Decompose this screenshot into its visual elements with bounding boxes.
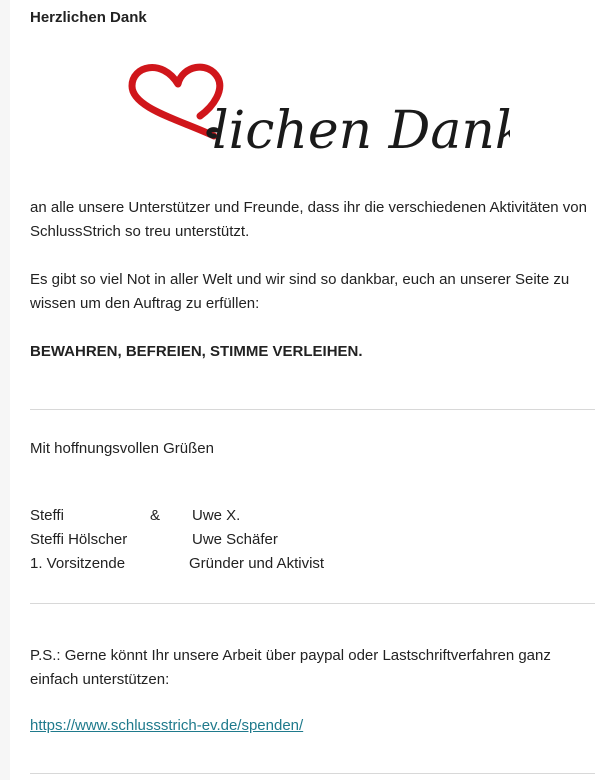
heart-icon [110,58,510,168]
signature-right-role: Gründer und Aktivist [189,555,325,572]
greeting: Mit hoffnungsvollen Grüßen [30,440,214,457]
divider [30,409,595,410]
signature-left-role: 1. Vorsitzende [30,555,126,572]
signature-right-first-name: Uwe X. [192,507,241,524]
signature-left-full-name: Steffi Hölscher [30,531,128,548]
divider [30,603,595,604]
signature-ampersand: & [150,507,161,524]
donation-link[interactable]: https://www.schlussstrich-ev.de/spenden/ [30,717,304,734]
herzlichen-dank-logo [110,58,510,168]
divider [30,773,595,774]
email-heading: Herzlichen Dank [30,9,147,26]
logo-text: lichen Dank [212,101,510,161]
ps-paragraph: P.S.: Gerne könnt Ihr unsere Arbeit über paypal oder Lastschriftverfahren ganz einfach unterstützen: [30,647,551,688]
signature-right-full-name: Uwe Schäfer [192,531,278,548]
need-paragraph: Es gibt so viel Not in aller Welt und wir sind so dankbar, euch an unserer Seite zu wissen um den Auftrag zu erfüllen: [30,271,570,312]
thanks-paragraph: an alle unsere Unterstützer und Freunde, dass ihr die verschiedenen Aktivitäten von SchlussStrich so treu unterstützt. [30,199,587,240]
email-body [10,0,610,780]
motto: BEWAHREN, BEFREIEN, STIMME VERLEIHEN. [30,343,363,360]
signature-left-first-name: Steffi [30,507,64,524]
